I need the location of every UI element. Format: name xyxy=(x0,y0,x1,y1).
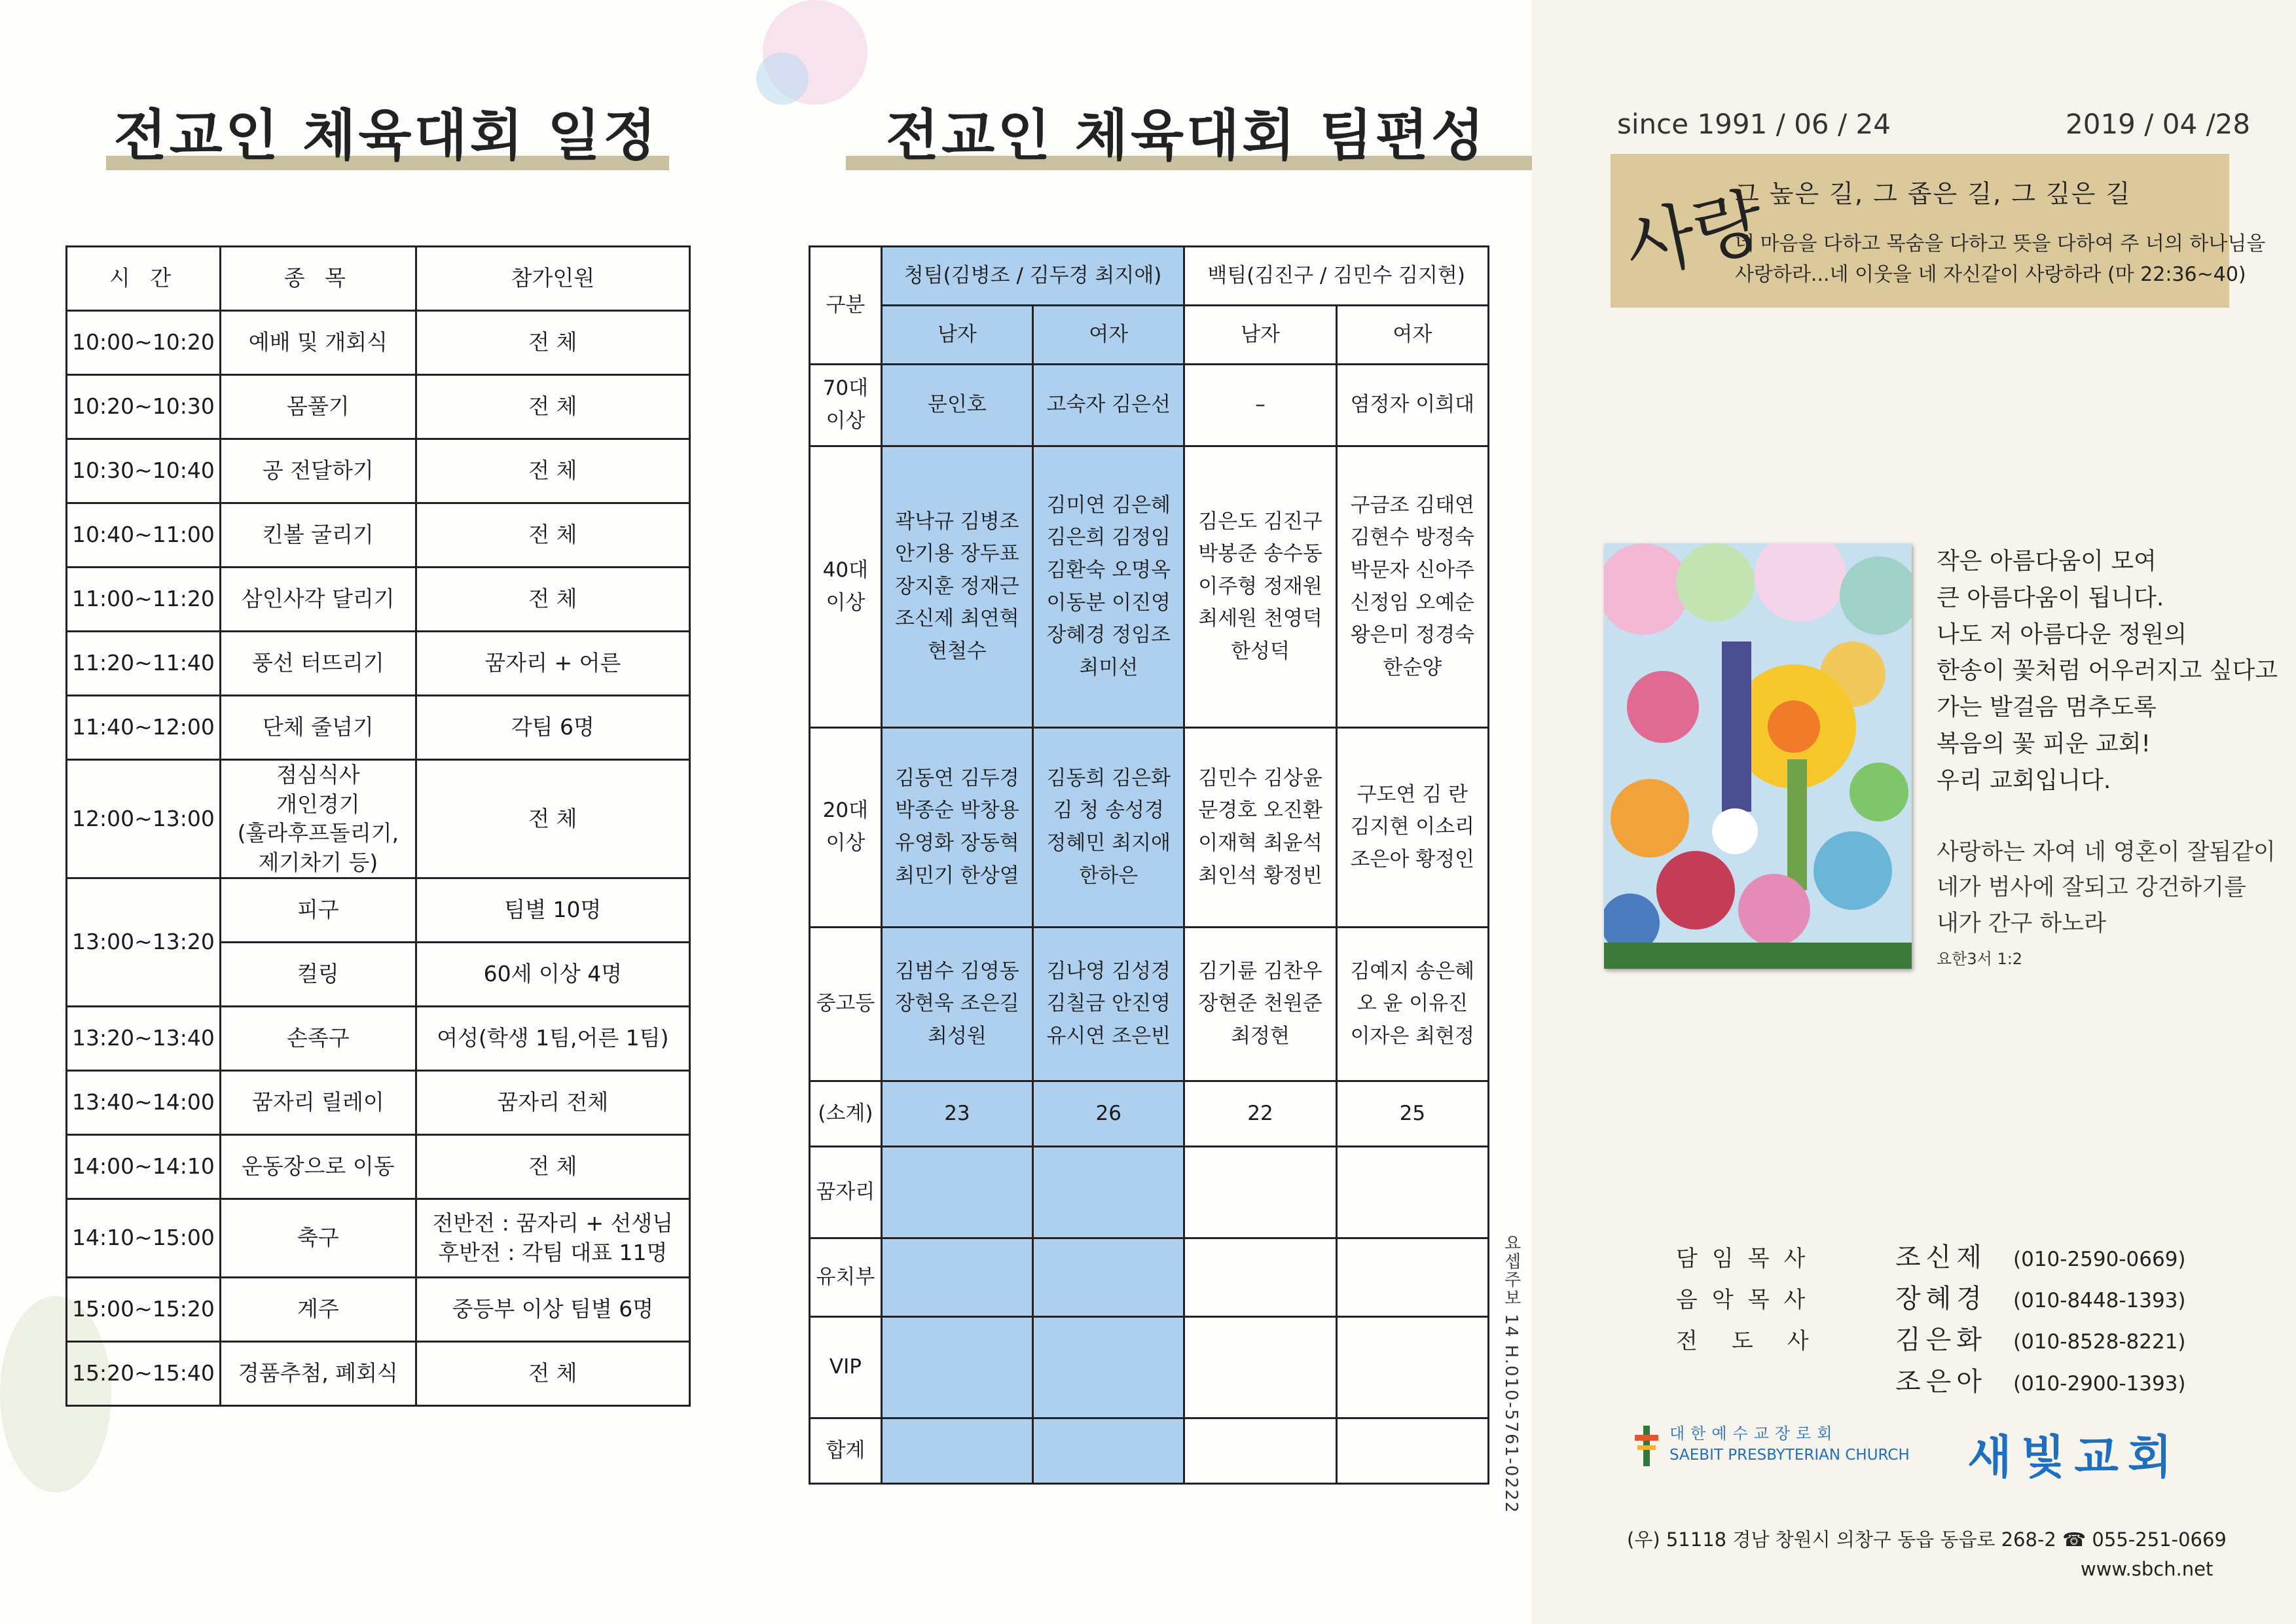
time-cell: 10:30~10:40 xyxy=(67,439,221,503)
teams-table xyxy=(809,245,1489,1485)
schedule-header-row xyxy=(67,247,690,311)
love-word: 사랑 xyxy=(1617,179,1772,290)
schedule-row xyxy=(67,375,690,439)
team-member-cell xyxy=(1184,1418,1336,1484)
schedule-row xyxy=(67,632,690,696)
staff-row: 조은아 (010-2900-1393) xyxy=(1895,1366,2186,1397)
event-cell: 점심식사 개인경기 (훌라후프돌리기, 제기차기 등) xyxy=(220,760,416,878)
event-cell: 운동장으로 이동 xyxy=(220,1135,416,1199)
age-group-label: 20대 이상 xyxy=(810,728,882,928)
since-date: since 1991 / 06 / 24 xyxy=(1617,108,1891,140)
teams-title: 전교인 체육대회 팀편성 xyxy=(886,103,1487,168)
gender-header: 남자 xyxy=(1184,306,1336,365)
age-group-label: 중고등 xyxy=(810,928,882,1081)
team-member-cell: 김민수 김상윤 문경호 오진환 이재혁 최윤석 최인석 황정빈 xyxy=(1184,728,1336,928)
love-line-1: 그 높은 길, 그 좁은 길, 그 깊은 길 xyxy=(1735,179,2132,208)
participants-cell: 꿈자리 + 어른 xyxy=(416,632,689,696)
team-header-row xyxy=(810,247,1489,306)
time-cell: 14:10~15:00 xyxy=(67,1199,221,1278)
event-cell: 킨볼 굴리기 xyxy=(220,503,416,568)
team-member-cell: 염정자 이희대 xyxy=(1336,365,1488,446)
time-cell: 11:00~11:20 xyxy=(67,568,221,632)
schedule-row xyxy=(67,1071,690,1135)
event-cell: 계주 xyxy=(220,1278,416,1342)
participants-cell: 전 체 xyxy=(416,568,689,632)
time-cell: 10:40~11:00 xyxy=(67,503,221,568)
time-cell: 13:20~13:40 xyxy=(67,1007,221,1071)
event-cell: 몸풀기 xyxy=(220,375,416,439)
team-member-cell xyxy=(1336,1418,1488,1484)
team-member-cell: 문인호 xyxy=(881,365,1032,446)
time-cell: 13:40~14:00 xyxy=(67,1071,221,1135)
age-group-label: 꿈자리 xyxy=(810,1147,882,1238)
team-member-cell: 구금조 김태연 김현수 방정숙 박문자 신아주 신정임 오예순 왕은미 정경숙 한순양 xyxy=(1336,446,1488,728)
time-cell: 10:20~10:30 xyxy=(67,375,221,439)
schedule-row xyxy=(67,1278,690,1342)
schedule-title: 전교인 체육대회 일정 xyxy=(113,103,659,168)
team-member-cell: 22 xyxy=(1184,1081,1336,1147)
flower-painting-image xyxy=(1604,543,1912,969)
time-cell: 15:20~15:40 xyxy=(67,1342,221,1406)
schedule-row xyxy=(67,439,690,503)
team-member-cell xyxy=(1184,1238,1336,1317)
team-member-cell xyxy=(881,1317,1032,1418)
age-group-label: 유치부 xyxy=(810,1238,882,1317)
verse-reference: 요한3서 1:2 xyxy=(1937,950,2023,968)
category-header: 구분 xyxy=(810,247,882,365)
team-member-cell: 김예지 송은혜 오 윤 이유진 이자은 최현정 xyxy=(1336,928,1488,1081)
team-member-cell: 김동연 김두경 박종순 박창용 유영화 장동혁 최민기 한상열 xyxy=(881,728,1032,928)
participants-cell: 전 체 xyxy=(416,1135,689,1199)
column-header: 참가인원 xyxy=(416,247,689,311)
team-member-cell: 구도연 김 란 김지현 이소리 조은아 황정인 xyxy=(1336,728,1488,928)
participants-cell: 전 체 xyxy=(416,503,689,568)
staff-row: 담임목사 조신제 (010-2590-0669) xyxy=(1676,1242,2186,1272)
team-member-cell: 김나영 김성경 김칠금 안진영 유시연 조은빈 xyxy=(1033,928,1184,1081)
event-cell: 컬링 xyxy=(220,943,416,1007)
vertical-note: 요셉주보 14 H.010-5761-0222 xyxy=(1501,1234,1521,1514)
staff-row: 음악목사 장혜경 (010-8448-1393) xyxy=(1676,1284,2186,1314)
staff-list xyxy=(1676,1237,2186,1403)
column-header: 시 간 xyxy=(67,247,221,311)
participants-cell: 전 체 xyxy=(416,311,689,375)
team-member-cell xyxy=(1336,1238,1488,1317)
team-member-cell xyxy=(1033,1238,1184,1317)
schedule-panel xyxy=(0,0,763,1624)
team-member-cell xyxy=(1184,1147,1336,1238)
team-member-cell: – xyxy=(1184,365,1336,446)
team-row xyxy=(810,1081,1489,1147)
participants-cell: 전 체 xyxy=(416,1342,689,1406)
team-member-cell xyxy=(1033,1418,1184,1484)
age-group-label: 합계 xyxy=(810,1418,882,1484)
event-cell: 단체 줄넘기 xyxy=(220,696,416,760)
church-logo-icon xyxy=(1633,1426,1660,1466)
team-row xyxy=(810,1418,1489,1484)
team-member-cell: 김범수 김영동 장현욱 조은길 최성원 xyxy=(881,928,1032,1081)
event-cell: 손족구 xyxy=(220,1007,416,1071)
team-member-cell xyxy=(881,1418,1032,1484)
bulletin-date: 2019 / 04 /28 xyxy=(2066,108,2251,140)
flower-painting xyxy=(1604,543,1912,969)
poem: 작은 아름다움이 모여 큰 아름다움이 됩니다. 나도 저 아름다운 정원의 한송이 꽃처럼 어우러지고 싶다고 가는 발걸음 멈추도록 복음의 꽃 피운 교회! 우리 교회입니다. xyxy=(1937,548,2278,794)
love-line-2: 네 마음을 다하고 목숨을 다하고 뜻을 다하여 주 너의 하나님을 사랑하라...네 이웃을 네 자신같이 사랑하라 (마 22:36~40) xyxy=(1735,232,2266,286)
team-member-cell xyxy=(1336,1147,1488,1238)
church-website[interactable]: www.sbch.net xyxy=(2081,1558,2214,1580)
schedule-row xyxy=(67,503,690,568)
participants-cell: 팀별 10명 xyxy=(416,878,689,943)
participants-cell: 전반전 : 꿈자리 + 선생님 후반전 : 각팀 대표 11명 xyxy=(416,1199,689,1278)
decorative-flower xyxy=(756,52,809,105)
event-cell: 경품추첨, 폐회식 xyxy=(220,1342,416,1406)
event-cell: 공 전달하기 xyxy=(220,439,416,503)
team-member-cell: 26 xyxy=(1033,1081,1184,1147)
team-member-cell: 김미연 김은혜 김은희 김정임 김환숙 오명옥 이동분 이진영 장혜경 정임조 최미선 xyxy=(1033,446,1184,728)
time-cell: 12:00~13:00 xyxy=(67,760,221,878)
age-group-label: (소계) xyxy=(810,1081,882,1147)
team-member-cell: 고숙자 김은선 xyxy=(1033,365,1184,446)
church-name: 새빛교회 xyxy=(1967,1430,2181,1484)
participants-cell: 여성(학생 1팀,어른 1팀) xyxy=(416,1007,689,1071)
schedule-row xyxy=(67,696,690,760)
team-member-cell xyxy=(1336,1317,1488,1418)
participants-cell: 전 체 xyxy=(416,439,689,503)
team-row xyxy=(810,1238,1489,1317)
schedule-row xyxy=(67,1342,690,1406)
time-cell: 10:00~10:20 xyxy=(67,311,221,375)
team-member-cell: 김동희 김은화 김 청 송성경 정혜민 최지애 한하은 xyxy=(1033,728,1184,928)
team-member-cell: 김기륜 김찬우 장현준 천원준 최정현 xyxy=(1184,928,1336,1081)
denomination: 대한예수교장로회 xyxy=(1669,1424,1838,1443)
bible-verse: 사랑하는 자여 네 영혼이 잘됨같이 네가 범사에 잘되고 강건하기를 내가 간구 하노라 xyxy=(1937,839,2276,937)
schedule-row xyxy=(67,1135,690,1199)
participants-cell: 전 체 xyxy=(416,375,689,439)
team-row xyxy=(810,728,1489,928)
team-member-cell: 25 xyxy=(1336,1081,1488,1147)
event-cell: 삼인사각 달리기 xyxy=(220,568,416,632)
white-team-header: 백팀(김진구 / 김민수 김지현) xyxy=(1184,247,1489,306)
team-member-cell xyxy=(881,1238,1032,1317)
event-cell: 풍선 터뜨리기 xyxy=(220,632,416,696)
schedule-table xyxy=(65,245,691,1407)
team-row xyxy=(810,1147,1489,1238)
team-member-cell: 김은도 김진구 박봉준 송수동 이주형 정재원 최세원 천영덕 한성덕 xyxy=(1184,446,1336,728)
gender-header: 남자 xyxy=(881,306,1032,365)
team-member-cell xyxy=(1033,1147,1184,1238)
time-cell: 11:40~12:00 xyxy=(67,696,221,760)
teams-panel xyxy=(763,0,1532,1624)
event-cell: 피구 xyxy=(220,878,416,943)
team-row xyxy=(810,365,1489,446)
staff-row: 전도사 김은화 (010-8528-8221) xyxy=(1676,1325,2186,1356)
age-group-label: VIP xyxy=(810,1317,882,1418)
team-row xyxy=(810,446,1489,728)
team-member-cell xyxy=(1033,1317,1184,1418)
schedule-row xyxy=(67,568,690,632)
church-english-name: SAEBIT PRESBYTERIAN CHURCH xyxy=(1669,1447,1910,1464)
church-address: (우) 51118 경남 창원시 의창구 동읍 동읍로 268-2 ☎ 055-251-0669 xyxy=(1627,1528,2227,1551)
team-member-cell xyxy=(881,1147,1032,1238)
time-cell: 11:20~11:40 xyxy=(67,632,221,696)
team-member-cell: 곽낙규 김병조 안기용 장두표 장지훈 정재근 조신제 최연혁 현철수 xyxy=(881,446,1032,728)
schedule-row xyxy=(67,760,690,878)
gender-header: 여자 xyxy=(1033,306,1184,365)
blue-team-header: 청팀(김병조 / 김두경 최지애) xyxy=(881,247,1184,306)
schedule-row xyxy=(67,1007,690,1071)
gender-header-row xyxy=(810,306,1489,365)
time-cell: 13:00~13:20 xyxy=(67,878,221,1007)
participants-cell: 중등부 이상 팀별 6명 xyxy=(416,1278,689,1342)
time-cell: 15:00~15:20 xyxy=(67,1278,221,1342)
participants-cell: 각팀 6명 xyxy=(416,696,689,760)
participants-cell: 전 체 xyxy=(416,760,689,878)
age-group-label: 40대 이상 xyxy=(810,446,882,728)
event-cell: 예배 및 개회식 xyxy=(220,311,416,375)
team-row xyxy=(810,928,1489,1081)
column-header: 종 목 xyxy=(220,247,416,311)
time-cell: 14:00~14:10 xyxy=(67,1135,221,1199)
schedule-row xyxy=(67,311,690,375)
team-member-cell xyxy=(1184,1317,1336,1418)
team-row xyxy=(810,1317,1489,1418)
event-cell: 축구 xyxy=(220,1199,416,1278)
event-cell: 꿈자리 릴레이 xyxy=(220,1071,416,1135)
schedule-row xyxy=(67,878,690,943)
team-member-cell: 23 xyxy=(881,1081,1032,1147)
participants-cell: 60세 이상 4명 xyxy=(416,943,689,1007)
participants-cell: 꿈자리 전체 xyxy=(416,1071,689,1135)
gender-header: 여자 xyxy=(1336,306,1488,365)
schedule-row xyxy=(67,1199,690,1278)
age-group-label: 70대 이상 xyxy=(810,365,882,446)
